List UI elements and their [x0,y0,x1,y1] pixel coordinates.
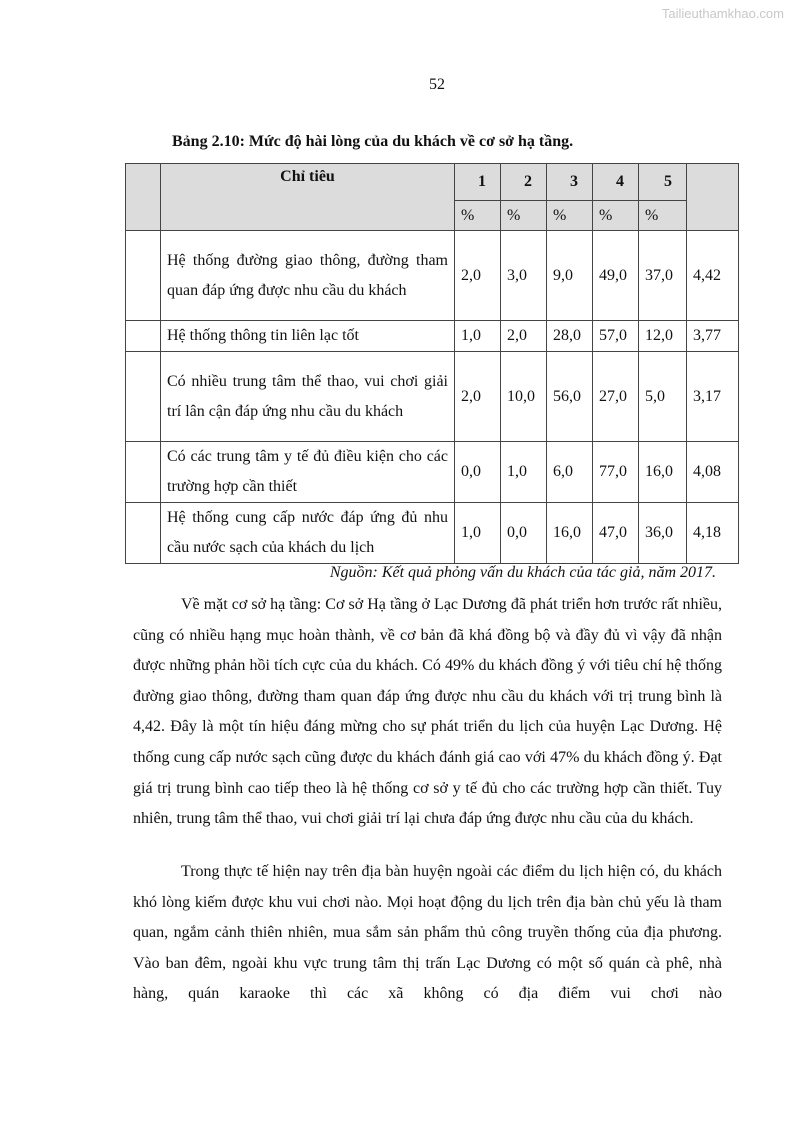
header-scale-4: 4 [593,164,639,201]
criterion-cell: Có nhiều trung tâm thể thao, vui chơi giải trí lân cận đáp ứng nhu cầu du khách [161,352,455,442]
header-scale-1: 1 [455,164,501,201]
value-cell: 2,0 [501,321,547,352]
value-cell: 28,0 [547,321,593,352]
criterion-cell: Có các trung tâm y tế đủ điều kiện cho các trường hợp cần thiết [161,442,455,503]
criterion-cell: Hệ thống đường giao thông, đường tham quan đáp ứng được nhu cầu du khách [161,231,455,321]
header-mean-blank [687,164,739,231]
table-caption: Bảng 2.10: Mức độ hài lòng của du khách về cơ sở hạ tầng. [172,133,574,150]
value-cell: 47,0 [593,503,639,564]
percent-label: % [639,201,687,231]
header-blank-cell [126,164,161,231]
value-cell: 3,0 [501,231,547,321]
percent-label: % [547,201,593,231]
value-cell: 1,0 [455,503,501,564]
row-blank-cell [126,352,161,442]
value-cell: 49,0 [593,231,639,321]
header-scale-5: 5 [639,164,687,201]
percent-label: % [501,201,547,231]
mean-cell: 4,18 [687,503,739,564]
value-cell: 2,0 [455,352,501,442]
value-cell: 1,0 [455,321,501,352]
satisfaction-table [125,163,739,564]
header-criterion: Chỉ tiêu [161,164,455,231]
mean-cell: 3,77 [687,321,739,352]
value-cell: 10,0 [501,352,547,442]
value-cell: 12,0 [639,321,687,352]
mean-cell: 4,08 [687,442,739,503]
value-cell: 16,0 [639,442,687,503]
value-cell: 27,0 [593,352,639,442]
table-row [126,503,739,564]
row-blank-cell [126,442,161,503]
value-cell: 57,0 [593,321,639,352]
value-cell: 6,0 [547,442,593,503]
criterion-cell: Hệ thống cung cấp nước đáp ứng đủ nhu cầu nước sạch của khách du lịch [161,503,455,564]
table-source: Nguồn: Kết quả phỏng vấn du khách của tác giả, năm 2017. [329,564,716,581]
value-cell: 2,0 [455,231,501,321]
page-number: 52 [429,76,445,93]
table-header-row [126,164,739,201]
value-cell: 77,0 [593,442,639,503]
value-cell: 5,0 [639,352,687,442]
value-cell: 37,0 [639,231,687,321]
header-scale-3: 3 [547,164,593,201]
table-row [126,231,739,321]
value-cell: 1,0 [501,442,547,503]
header-scale-2: 2 [501,164,547,201]
value-cell: 9,0 [547,231,593,321]
value-cell: 36,0 [639,503,687,564]
percent-label: % [593,201,639,231]
value-cell: 16,0 [547,503,593,564]
body-paragraph: Trong thực tế hiện nay trên địa bàn huyện ngoài các điểm du lịch hiện có, du khách khó lòng kiếm được khu vui chơi nào. Mọi hoạt động du lịch trên địa bàn chủ yếu là tham quan, ngắm cảnh thiên nhiên, mua sắm sản phẩm thủ công truyền thống của địa phương. Vào ban đêm, ngoài khu vực trung tâm thị trấn Lạc Dương có một số quán cà phê, nhà hàng, quán karaoke thì các xã không có địa điểm vui chơi nào [133,863,722,1003]
mean-cell: 4,42 [687,231,739,321]
table-row [126,321,739,352]
watermark: Tailieuthamkhao.com [661,6,784,21]
value-cell: 0,0 [455,442,501,503]
row-blank-cell [126,321,161,352]
mean-cell: 3,17 [687,352,739,442]
table-row [126,442,739,503]
percent-label: % [455,201,501,231]
table-row [126,352,739,442]
row-blank-cell [126,231,161,321]
body-paragraph: Về mặt cơ sở hạ tầng: Cơ sở Hạ tầng ở Lạc Dương đã phát triển hơn trước rất nhiều, cũng có nhiều hạng mục hoàn thành, về cơ bản đã khá đồng bộ và đầy đủ vì vậy đã nhận được những phản hồi tích cực của du khách. Có 49% du khách đồng ý với tiêu chí hệ thống đường giao thông, đường tham quan đáp ứng được nhu cầu du khách với trị trung bình là 4,42. Đây là một tín hiệu đáng mừng cho sự phát triển du lịch của huyện Lạc Dương. Hệ thống cung cấp nước sạch cũng được du khách đánh giá cao với 47% du khách đồng ý. Đạt giá trị trung bình cao tiếp theo là hệ thống cơ sở y tế đủ cho các trường hợp cần thiết. Tuy nhiên, trung tâm thể thao, vui chơi giải trí lại chưa đáp ứng được nhu cầu của du khách. [133,596,722,828]
criterion-cell: Hệ thống thông tin liên lạc tốt [161,321,455,352]
value-cell: 0,0 [501,503,547,564]
value-cell: 56,0 [547,352,593,442]
row-blank-cell [126,503,161,564]
